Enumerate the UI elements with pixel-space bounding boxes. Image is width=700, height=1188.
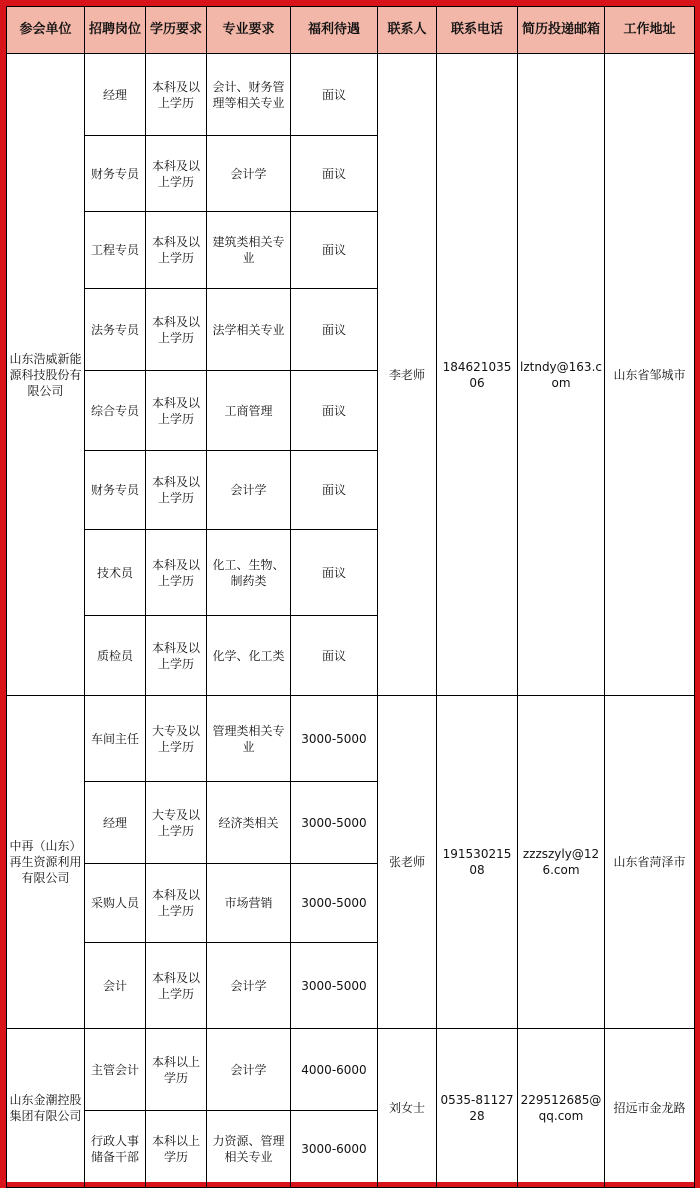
header-education: 学历要求 [146, 7, 207, 54]
company-name: 山东金潮控股集团有限公司 [7, 1029, 85, 1188]
job-major: 会计学 [207, 943, 291, 1029]
header-contact: 联系人 [378, 7, 437, 54]
job-major: 化工、生物、制药类 [207, 530, 291, 616]
job-major: 力资源、管理相关专业 [207, 1111, 291, 1188]
table-header-row [7, 7, 695, 54]
job-position: 车间主任 [85, 696, 146, 782]
header-benefits: 福利待遇 [291, 7, 378, 54]
company-name: 中再（山东）再生资源利用有限公司 [7, 696, 85, 1029]
contact-person: 李老师 [378, 54, 437, 696]
contact-person: 刘女士 [378, 1029, 437, 1188]
work-address: 山东省邹城市 [605, 54, 695, 696]
job-benefits: 3000-6000 [291, 1111, 378, 1188]
job-major: 会计学 [207, 136, 291, 212]
header-email: 简历投递邮箱 [518, 7, 605, 54]
recruitment-table [6, 6, 695, 1188]
job-education: 本科及以上学历 [146, 212, 207, 289]
table-row [7, 696, 695, 782]
job-education: 大专及以上学历 [146, 782, 207, 864]
job-major: 法学相关专业 [207, 289, 291, 371]
job-benefits: 3000-5000 [291, 696, 378, 782]
job-position: 技术员 [85, 530, 146, 616]
job-major: 经济类相关 [207, 782, 291, 864]
resume-email: 229512685@qq.com [518, 1029, 605, 1188]
job-position: 行政人事储备干部 [85, 1111, 146, 1188]
job-benefits: 面议 [291, 530, 378, 616]
job-education: 本科以上学历 [146, 1111, 207, 1188]
job-major: 会计学 [207, 1029, 291, 1111]
job-major: 市场营销 [207, 864, 291, 943]
job-benefits: 4000-6000 [291, 1029, 378, 1111]
contact-phone: 18462103506 [437, 54, 518, 696]
job-education: 本科及以上学历 [146, 864, 207, 943]
work-address: 山东省菏泽市 [605, 696, 695, 1029]
job-benefits: 3000-5000 [291, 782, 378, 864]
job-position: 经理 [85, 54, 146, 136]
header-address: 工作地址 [605, 7, 695, 54]
job-position: 主管会计 [85, 1029, 146, 1111]
job-education: 本科及以上学历 [146, 289, 207, 371]
header-phone: 联系电话 [437, 7, 518, 54]
job-major: 会计学 [207, 451, 291, 530]
job-benefits: 面议 [291, 371, 378, 451]
job-benefits: 面议 [291, 54, 378, 136]
work-address: 招远市金龙路 [605, 1029, 695, 1188]
job-position: 经理 [85, 782, 146, 864]
job-major: 建筑类相关专业 [207, 212, 291, 289]
contact-phone: 19153021508 [437, 696, 518, 1029]
job-benefits: 面议 [291, 451, 378, 530]
job-education: 本科及以上学历 [146, 943, 207, 1029]
table-row [7, 1029, 695, 1111]
job-education: 本科及以上学历 [146, 371, 207, 451]
job-position: 质检员 [85, 616, 146, 696]
job-major: 工商管理 [207, 371, 291, 451]
job-position: 财务专员 [85, 136, 146, 212]
job-major: 化学、化工类 [207, 616, 291, 696]
job-education: 本科以上学历 [146, 1029, 207, 1111]
job-education: 本科及以上学历 [146, 530, 207, 616]
job-education: 本科及以上学历 [146, 54, 207, 136]
job-education: 本科及以上学历 [146, 451, 207, 530]
job-position: 综合专员 [85, 371, 146, 451]
job-education: 本科及以上学历 [146, 616, 207, 696]
header-position: 招聘岗位 [85, 7, 146, 54]
resume-email: zzzszyly@126.com [518, 696, 605, 1029]
job-position: 法务专员 [85, 289, 146, 371]
job-position: 财务专员 [85, 451, 146, 530]
job-benefits: 面议 [291, 212, 378, 289]
job-benefits: 3000-5000 [291, 864, 378, 943]
job-table-frame [6, 6, 694, 1182]
job-education: 本科及以上学历 [146, 136, 207, 212]
header-company: 参会单位 [7, 7, 85, 54]
job-position: 采购人员 [85, 864, 146, 943]
table-row [7, 54, 695, 136]
job-benefits: 面议 [291, 289, 378, 371]
company-name: 山东浩威新能源科技股份有限公司 [7, 54, 85, 696]
header-major: 专业要求 [207, 7, 291, 54]
job-position: 工程专员 [85, 212, 146, 289]
job-major: 管理类相关专业 [207, 696, 291, 782]
job-major: 会计、财务管理等相关专业 [207, 54, 291, 136]
contact-phone: 0535-8112728 [437, 1029, 518, 1188]
job-benefits: 3000-5000 [291, 943, 378, 1029]
contact-person: 张老师 [378, 696, 437, 1029]
job-benefits: 面议 [291, 136, 378, 212]
resume-email: lztndy@163.com [518, 54, 605, 696]
job-education: 大专及以上学历 [146, 696, 207, 782]
job-benefits: 面议 [291, 616, 378, 696]
job-position: 会计 [85, 943, 146, 1029]
